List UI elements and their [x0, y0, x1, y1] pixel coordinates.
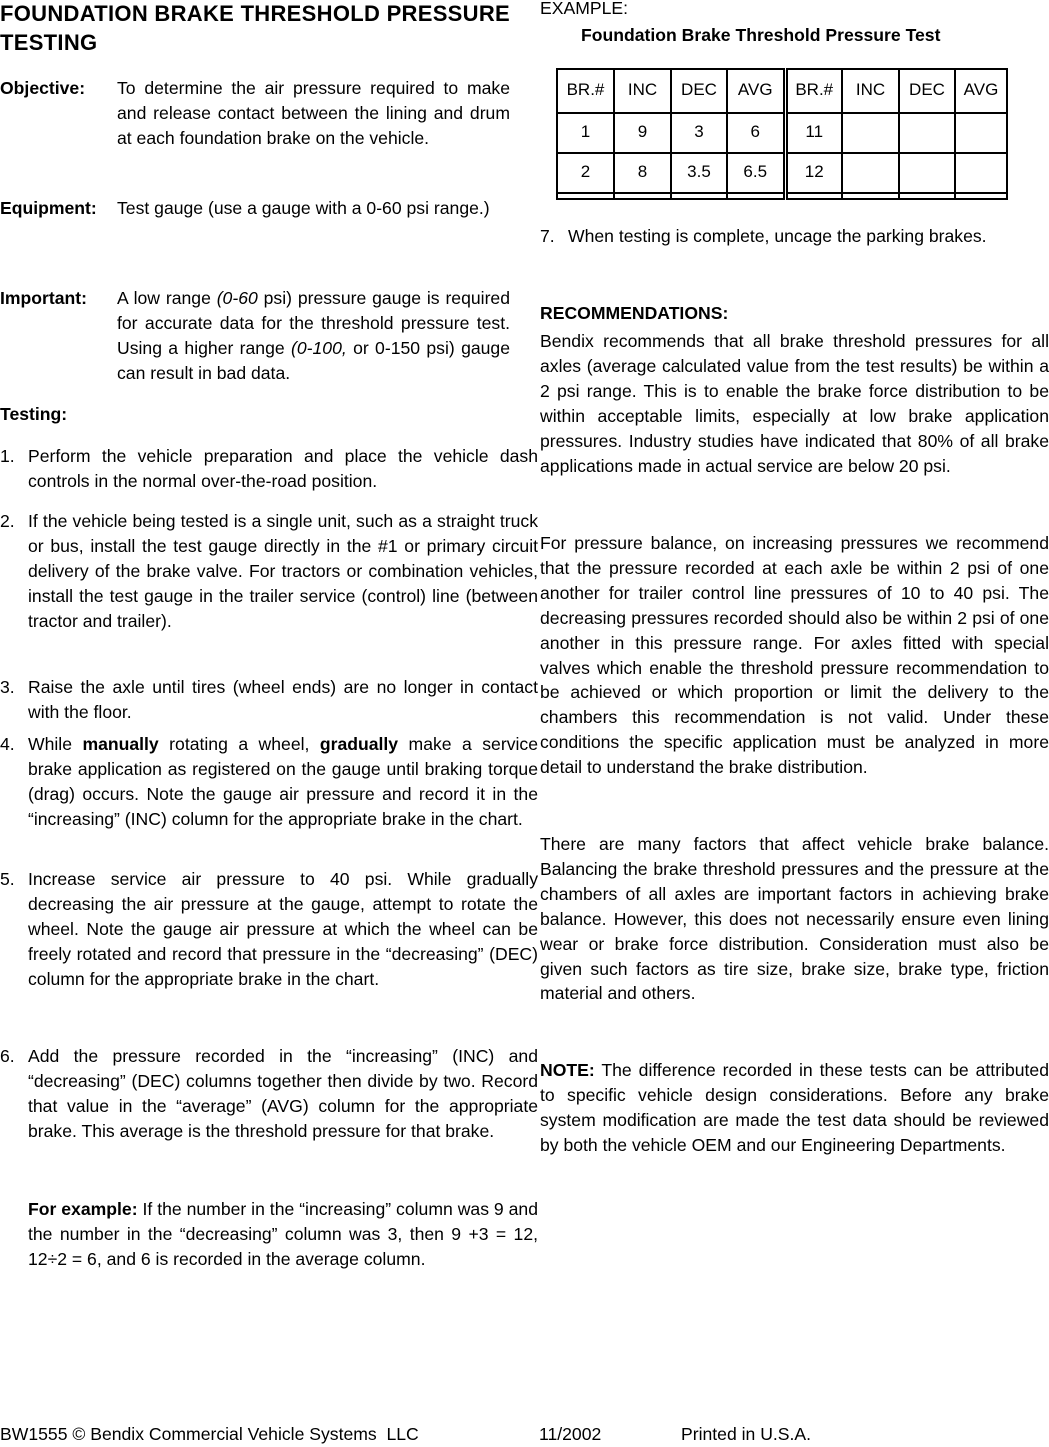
cell: 8 [614, 153, 671, 193]
important-text [117, 286, 510, 386]
equipment-section [0, 196, 510, 221]
text: psi) pressure gauge is required for accurate data for the threshold pressure test. Using a higher range [117, 288, 510, 358]
recommendations-paragraph-1: Bendix recommends that all brake threshold pressures for all axles (average calculated value from the test results) be within a 2 psi range. This is to enable the brake force distribution to be within acceptable limits, especially at low brake application pressures. Industry studies have indicated that 80% of all brake applications made in actual service are below 20 psi. [540, 331, 1049, 476]
footer-printed: Printed in U.S.A. [681, 1424, 812, 1444]
recommendations-paragraph-3: There are many factors that affect vehicle brake balance. Balancing the brake threshold pressures and the pressure at the chambers of all axles are important factors in achieving brake balance. However, this does not necessarily ensure even lining wear or brake force distribution. Consideration must also be given such factors as tire size, brake size, brake type, friction material and others. [540, 834, 1049, 1004]
header-cell: BR.# [557, 69, 614, 113]
step-number: 3. [0, 677, 15, 697]
header-cell: BR.# [785, 69, 842, 113]
step-7 [540, 224, 1023, 249]
step-text: Add the pressure recorded in the “increasing” (INC) and “decreasing” (DEC) columns together then divide by two. Record that value in the “average” (AVG) column for the appropriate brake. This average is the threshold pressure for that brake. [28, 1046, 538, 1141]
for-example [0, 1197, 538, 1272]
example-label: EXAMPLE: [540, 0, 629, 18]
text: make a service brake application as registered on the gauge until braking torque (drag) occurs. Note the gauge air pressure and record it in the “increasing” (INC) column for the appropriate brake in the chart. [28, 734, 538, 829]
page-title: FOUNDATION BRAKE THRESHOLD PRESSURE TESTING [0, 1, 511, 55]
note-label: NOTE: [540, 1060, 595, 1080]
testing-heading: Testing: [0, 404, 68, 424]
for-example-text: If the number in the “increasing” column was 9 and the number in the “decreasing” column was 3, then 9 +3 = 12, 12÷2 = 6, and 6 is recorded in the average column. [28, 1199, 538, 1269]
step-text: If the vehicle being tested is a single unit, such as a straight truck or bus, install the test gauge directly in the #1 or primary circuit delivery of the brake valve. For tractors or combination vehicles, install the test gauge in the trailer service (control) line (between tractor and trailer). [28, 511, 538, 631]
step-number: 2. [0, 511, 15, 531]
text: (0-60 [216, 288, 258, 308]
table-row [557, 153, 1007, 193]
equipment-text: Test gauge (use a gauge with a 0-60 psi range.) [117, 198, 490, 218]
step-text: When testing is complete, uncage the parking brakes. [568, 226, 987, 246]
header-cell: AVG [955, 69, 1007, 113]
header-cell: INC [842, 69, 899, 113]
step-text: Increase service air pressure to 40 psi. While gradually decreasing the air pressure at the gauge, attempt to rotate the wheel. Note the gauge air pressure at which the wheel can be freely rotated and record that pressure in the “decreasing” (DEC) column for the appropriate brake in the chart. [28, 869, 538, 989]
cell: 3.5 [671, 153, 727, 193]
text: or 0-150 psi) gauge can result in bad data. [117, 337, 510, 383]
step-number: 5. [0, 869, 15, 889]
step-text: Raise the axle until tires (wheel ends) are no longer in contact with the floor. [28, 677, 538, 722]
text: While [28, 734, 83, 754]
header-cell: DEC [671, 69, 727, 113]
step-2 [0, 509, 538, 634]
footer [0, 1422, 812, 1447]
header-cell: DEC [899, 69, 955, 113]
cell [955, 113, 1007, 153]
step-4 [0, 732, 538, 832]
footer-document: BW1555 © Bendix Commercial Vehicle Systems LLC [0, 1424, 419, 1444]
note-paragraph [540, 1058, 1049, 1158]
step-number: 1. [0, 446, 15, 466]
header-cell: AVG [727, 69, 785, 113]
important-section [0, 286, 510, 386]
table-row [557, 193, 1007, 199]
note-text: The difference recorded in these tests can be attributed to specific vehicle design considerations. Before any brake system modification are made the test data should be reviewed by both the vehicle OEM and our Engineering Departments. [540, 1060, 1049, 1155]
text: (0-100, [291, 337, 347, 358]
step-6 [0, 1044, 538, 1144]
header-cell: INC [614, 69, 671, 113]
cell: 6 [727, 113, 785, 153]
step-text: Perform the vehicle preparation and place the vehicle dash controls in the normal over-the-road position. [28, 446, 538, 491]
cell [899, 113, 955, 153]
cell [899, 153, 955, 193]
text: gradually [319, 734, 399, 754]
footer-date: 11/2002 [539, 1424, 602, 1444]
step-5 [0, 867, 538, 992]
recommendations-heading: RECOMMENDATIONS: [540, 303, 729, 323]
cell: 9 [614, 113, 671, 153]
cell [842, 113, 899, 153]
table-row [557, 113, 1007, 153]
text: A low range [117, 288, 217, 308]
text: manually [82, 734, 159, 754]
step-number: 7. [540, 226, 555, 246]
step-number: 4. [0, 734, 15, 754]
step-3 [0, 675, 538, 725]
cell: 2 [557, 153, 614, 193]
table-title: Foundation Brake Threshold Pressure Test [581, 25, 941, 45]
objective-label: Objective: [0, 78, 86, 98]
objective-text: To determine the air pressure required to make and release contact between the lining and drum at each foundation brake on the vehicle. [117, 78, 510, 148]
equipment-label: Equipment: [0, 198, 97, 218]
cell [842, 153, 899, 193]
table-header-row [557, 69, 1007, 113]
recommendations-paragraph-2: For pressure balance, on increasing pressures we recommend that the pressure recorded at each axle be within 2 psi of one another for trailer control line pressures of 10 to 40 psi. The decreasing pressures recorded should also be within 2 psi of one another in this pressure range. For axles fitted with special valves which enable the threshold pressure recommendation to be achieved or which proportion or limit the delivery to the chambers this recommendation is not valid. Under these conditions the specific application must be analyzed in more detail to understand the brake distribution. [540, 533, 1049, 778]
cell: 12 [785, 153, 842, 193]
for-example-label: For example: [28, 1199, 138, 1219]
cell: 11 [785, 113, 842, 153]
text: rotating a wheel, [158, 734, 320, 754]
step-number: 6. [0, 1046, 15, 1066]
threshold-pressure-table [556, 68, 1008, 200]
important-label: Important: [0, 288, 87, 308]
cell: 6.5 [727, 153, 785, 193]
cell [955, 153, 1007, 193]
objective-section [0, 76, 510, 151]
cell: 1 [557, 113, 614, 153]
step-1 [0, 444, 538, 494]
cell: 3 [671, 113, 727, 153]
